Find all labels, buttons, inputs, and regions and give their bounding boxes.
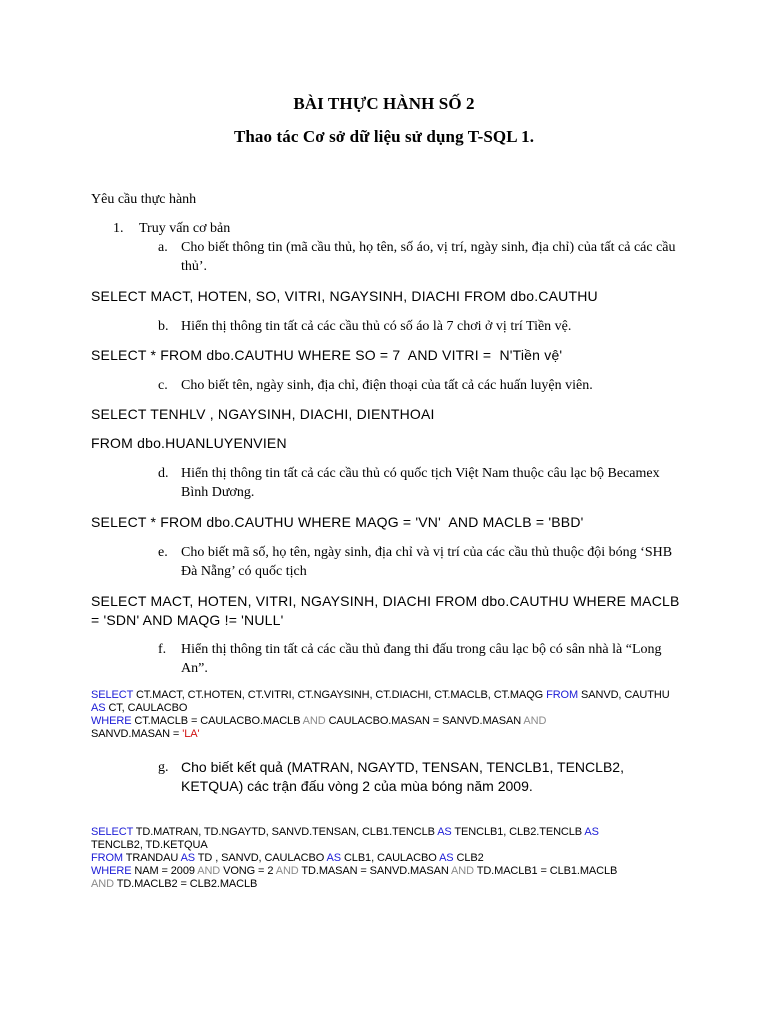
keyword-and: AND <box>275 865 299 877</box>
code-text: CLB1, CAULACBO <box>341 852 440 864</box>
code-text: TD.MACLB1 = CLB1.MACLB <box>473 865 618 877</box>
item-label: d. <box>158 466 169 481</box>
keyword-and: AND <box>451 865 474 877</box>
item-text: Cho biết thông tin (mã cầu thủ, họ tên, số áo, vị trí, ngày sinh, địa chỉ) của tất cả các cầu thủ’. <box>181 240 676 274</box>
keyword-select: SELECT <box>91 689 133 701</box>
intro-text: Yêu cầu thực hành <box>91 192 197 207</box>
sql-answer-b: SELECT * FROM dbo.CAUTHU WHERE SO = 7 AND VITRI = N'Tiền vệ' <box>91 347 563 363</box>
keyword-from: FROM <box>546 689 579 701</box>
item-text: Cho biết tên, ngày sinh, địa chỉ, điện thoại của tất cả các huấn luyện viên. <box>181 378 593 393</box>
keyword-select: SELECT <box>91 826 133 838</box>
code-text: TD.MATRAN, TD.NGAYTD, SANVD.TENSAN, CLB1.TENCLB <box>133 826 438 838</box>
code-text: NAM = 2009 <box>131 865 198 877</box>
item-text: Hiển thị thông tin tất cả các cầu thủ có quốc tịch Việt Nam thuộc câu lạc bộ Becamex Bình Dương. <box>181 466 660 500</box>
sql-answer-c-line2: FROM dbo.HUANLUYENVIEN <box>91 435 287 451</box>
keyword-as: AS <box>584 826 599 838</box>
item-text: Cho biết kết quả (MATRAN, NGAYTD, TENSAN, TENCLB1, TENCLB2, KETQUA) các trận đấu vòng 2 của mùa bóng năm 2009. <box>181 759 624 794</box>
section-number: 1. <box>113 221 124 236</box>
sql-answer-e: SELECT MACT, HOTEN, VITRI, NGAYSINH, DIACHI FROM dbo.CAUTHU WHERE MACLB = 'SDN' AND MAQG != 'NULL' <box>91 593 684 628</box>
keyword-and: AND <box>197 865 221 877</box>
item-text: Cho biết mã số, họ tên, ngày sinh, địa chỉ và vị trí của các cầu thủ thuộc đội bóng ‘SHB Đà Nẵng’ có quốc tịch <box>181 545 673 579</box>
item-label: b. <box>158 319 169 334</box>
item-text: Hiển thị thông tin tất cả các cầu thủ có số áo là 7 chơi ở vị trí Tiền vệ. <box>181 319 572 334</box>
code-text: SANVD, CAUTHU <box>578 689 670 701</box>
item-label: f. <box>158 642 167 657</box>
keyword-and: AND <box>302 715 326 727</box>
keyword-as: AS <box>326 852 341 864</box>
code-text: SANVD.MASAN = <box>91 728 183 740</box>
code-text: TENCLB1, CLB2.TENCLB <box>451 826 585 838</box>
keyword-as: AS <box>437 826 452 838</box>
item-label: g. <box>158 760 169 775</box>
keyword-and: AND <box>523 715 547 727</box>
code-text: CAULACBO.MASAN = SANVD.MASAN <box>325 715 524 727</box>
code-text: TRANDAU <box>122 852 181 864</box>
item-text: Hiển thị thông tin tất cả các cầu thủ đang thi đấu trong câu lạc bộ có sân nhà là “Long An”. <box>181 642 662 676</box>
code-text: TENCLB2, TD.KETQUA <box>91 839 208 851</box>
code-text: TD.MACLB2 = CLB2.MACLB <box>113 878 258 890</box>
code-text: CLB2 <box>453 852 484 864</box>
keyword-as: AS <box>91 702 106 714</box>
code-text: TD , SANVD, CAULACBO <box>195 852 327 864</box>
keyword-and: AND <box>91 878 114 890</box>
item-label: e. <box>158 545 168 560</box>
string-literal: 'LA' <box>182 728 200 740</box>
code-text: CT.MACT, CT.HOTEN, CT.VITRI, CT.NGAYSINH, CT.DIACHI, CT.MACLB, CT.MAQG <box>133 689 547 701</box>
item-label: c. <box>158 378 168 393</box>
keyword-where: WHERE <box>91 865 132 877</box>
code-text: CT, CAULACBO <box>105 702 188 714</box>
keyword-where: WHERE <box>91 715 132 727</box>
keyword-from: FROM <box>91 852 123 864</box>
section-label: Truy vấn cơ bản <box>139 221 231 236</box>
document-subtitle: Thao tác Cơ sở dữ liệu sử dụng T-SQL 1. <box>233 127 535 146</box>
code-text: CT.MACLB = CAULACBO.MACLB <box>131 715 303 727</box>
keyword-as: AS <box>180 852 196 864</box>
sql-answer-d: SELECT * FROM dbo.CAUTHU WHERE MAQG = 'VN' AND MACLB = 'BBD' <box>91 514 584 530</box>
item-label: a. <box>158 240 168 255</box>
document-title: BÀI THỰC HÀNH SỐ 2 <box>293 94 475 113</box>
code-block-g <box>91 826 681 891</box>
keyword-as: AS <box>439 852 454 864</box>
sql-answer-a: SELECT MACT, HOTEN, SO, VITRI, NGAYSINH, DIACHI FROM dbo.CAUTHU <box>91 288 598 304</box>
code-text: VONG = 2 <box>220 865 276 877</box>
code-block-f <box>91 689 681 741</box>
sql-answer-c-line1: SELECT TENHLV , NGAYSINH, DIACHI, DIENTHOAI <box>91 406 435 422</box>
code-text: TD.MASAN = SANVD.MASAN <box>298 865 452 877</box>
